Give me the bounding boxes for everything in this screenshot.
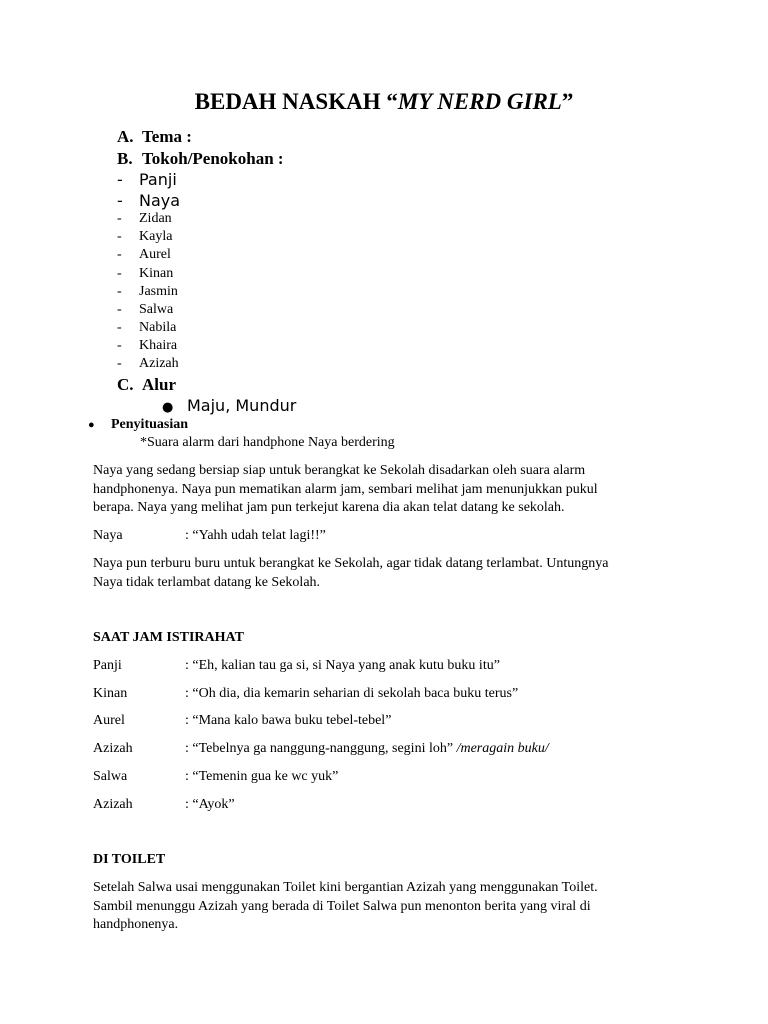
character-item: - Naya (117, 191, 181, 210)
alur-text: Maju, Mundur (187, 396, 297, 415)
paragraph-3 (93, 879, 693, 935)
character-item: - Aurel (117, 247, 171, 262)
dialogue-line (93, 685, 518, 703)
dialogue-line (93, 796, 235, 814)
dialogue-line (93, 768, 338, 786)
stage-direction: *Suara alarm dari handphone Naya berdering (140, 435, 395, 450)
speaker-name: Azizah (93, 797, 133, 812)
section-b-label: Tokoh/Penokohan : (142, 149, 284, 168)
character-name: Azizah (139, 356, 179, 371)
character-item: - Jasmin (117, 284, 178, 299)
character-name: Kayla (139, 229, 173, 244)
character-name: Aurel (139, 247, 171, 262)
paragraph-2 (93, 555, 693, 592)
character-name: Nabila (139, 320, 177, 335)
dialogue-text: : “Temenin gua ke wc yuk” (185, 769, 339, 784)
character-item: - Azizah (117, 356, 179, 371)
section-c-number: C. (117, 375, 134, 394)
dialogue-line (93, 527, 326, 545)
paragraph-line: Setelah Salwa usai menggunakan Toilet kini bergantian Azizah yang menggunakan Toilet. (93, 880, 598, 895)
alur-item (162, 396, 296, 418)
character-name: Kinan (139, 266, 174, 281)
section-c-label: Alur (142, 375, 176, 394)
character-name: Salwa (139, 302, 174, 317)
penyituasian-heading (88, 416, 188, 434)
scene-heading-toilet: DI TOILET (93, 852, 166, 867)
title-italic: MY NERD GIRL (397, 89, 562, 114)
dialogue-text: : “Yahh udah telat lagi!!” (185, 528, 326, 543)
paragraph-line: handphonenya. Naya pun mematikan alarm jam, sembari melihat jam menunjukkan pukul (93, 481, 598, 497)
dialogue-text: : “Mana kalo bawa buku tebel-tebel” (185, 713, 392, 728)
paragraph-line: Naya pun terburu buru untuk berangkat ke Sekolah, agar tidak datang terlambat. Untungnya (93, 556, 609, 571)
paragraph-line: Naya yang sedang bersiap siap untuk berangkat ke Sekolah disadarkan oleh suara alarm (93, 463, 586, 478)
speaker-name: Panji (93, 658, 122, 673)
section-c-heading (117, 374, 176, 396)
character-name: Jasmin (139, 284, 178, 299)
character-item: - Panji (117, 170, 177, 189)
title-prefix: BEDAH NASKAH “ (194, 89, 398, 114)
section-b-number: B. (117, 149, 133, 168)
paragraph-line: Sambil menunggu Azizah yang berada di Toilet Salwa pun menonton berita yang viral di (93, 898, 591, 914)
dialogue-text: : “Tebelnya ga nanggung-nanggung, segini loh” (185, 741, 457, 756)
bullet-icon: ● (88, 419, 95, 431)
section-b-heading (117, 148, 284, 170)
paragraph-line: berapa. Naya yang melihat jam pun terkejut karena dia akan telat datang ke sekolah. (93, 500, 565, 515)
paragraph-line: Naya tidak terlambat datang ke Sekolah. (93, 574, 321, 590)
section-a-number: A. (117, 127, 134, 146)
section-a-heading (117, 126, 192, 148)
paragraph-line: handphonenya. (93, 917, 179, 932)
dialogue-line (93, 712, 391, 730)
dialogue-line (93, 657, 500, 675)
speaker-name: Naya (93, 528, 123, 543)
stage-action: /meragain buku/ (456, 741, 549, 756)
speaker-name: Kinan (93, 686, 128, 701)
speaker-name: Aurel (93, 713, 125, 728)
character-name: Panji (139, 170, 177, 189)
dialogue-line (93, 740, 549, 758)
dialogue-text: : “Ayok” (185, 797, 235, 812)
character-item: - Salwa (117, 302, 174, 317)
title-suffix: ” (561, 89, 574, 114)
section-a-label: Tema : (142, 127, 192, 146)
character-item: - Kinan (117, 266, 174, 281)
document-title (0, 86, 768, 118)
penyituasian-label: Penyituasian (111, 417, 189, 432)
speaker-name: Salwa (93, 769, 128, 784)
character-item: - Kayla (117, 229, 173, 244)
dialogue-text: : “Oh dia, dia kemarin seharian di sekolah baca buku terus” (185, 686, 519, 701)
character-item: - Nabila (117, 320, 177, 335)
scene-heading-istirahat: SAAT JAM ISTIRAHAT (93, 630, 244, 645)
character-item: - Khaira (117, 338, 178, 353)
character-name: Zidan (139, 211, 172, 226)
speaker-name: Azizah (93, 741, 133, 756)
bullet-icon: ● (162, 400, 174, 415)
character-name: Khaira (139, 338, 178, 353)
dialogue-text: : “Eh, kalian tau ga si, si Naya yang anak kutu buku itu” (185, 658, 500, 673)
character-name: Naya (139, 191, 181, 210)
character-item: - Zidan (117, 211, 172, 226)
paragraph-1 (93, 462, 693, 518)
